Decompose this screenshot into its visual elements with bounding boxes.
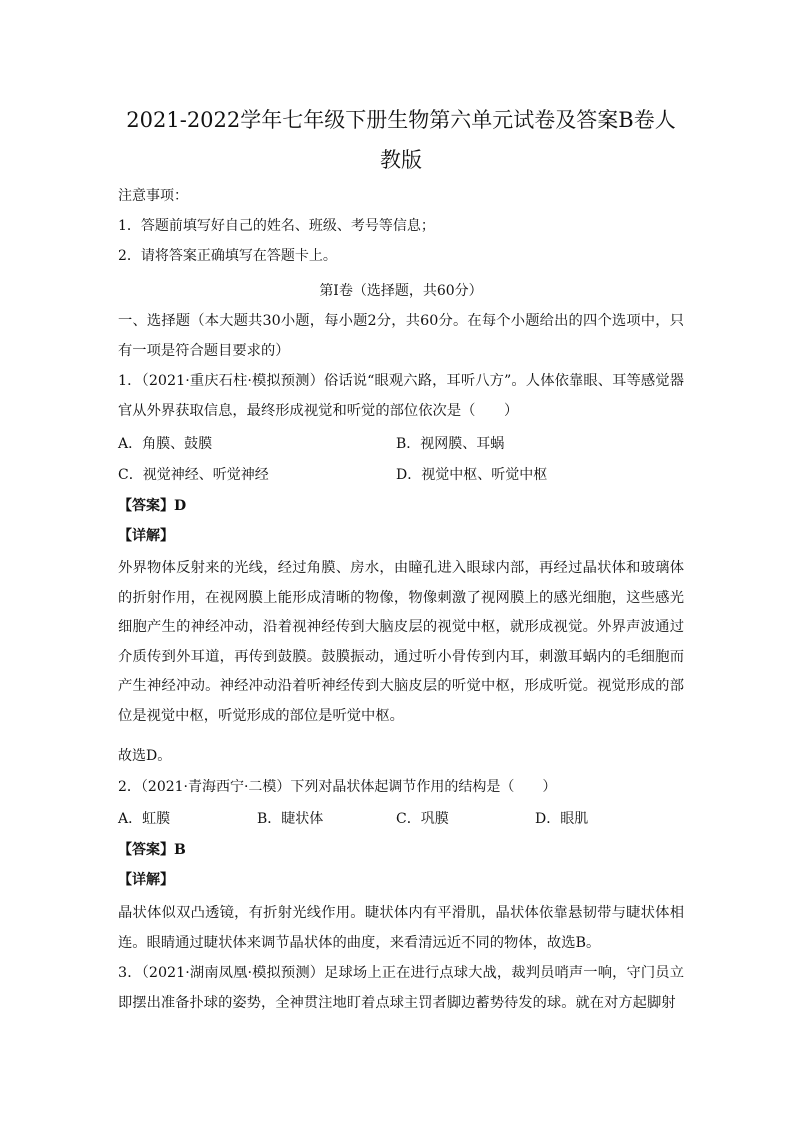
question-1-option-a: A．角膜、鼓膜 [118, 436, 213, 452]
section-heading: 第I卷（选择题，共60分） [319, 283, 483, 299]
question-2-option-b: B．睫状体 [257, 811, 324, 827]
question-2-answer: 【答案】B [118, 842, 186, 858]
question-2-option-c: C．巩膜 [396, 811, 449, 827]
question-2-detail: 晶状体似双凸透镜，有折射光线作用。睫状体内有平滑肌，晶状体依靠悬韧带与睫状体相连。眼睛通过睫状体来调节晶状体的曲度，来看清远近不同的物体，故选B。 [118, 905, 684, 951]
notes-item-1: 1．答题前填写好自己的姓名、班级、考号等信息； [118, 218, 435, 234]
question-1-answer: 【答案】D [118, 498, 187, 514]
question-1-option-b: B．视网膜、耳蜗 [396, 436, 505, 452]
question-1-option-d: D．视觉中枢、听觉中枢 [396, 467, 548, 483]
question-1-detail: 外界物体反射来的光线，经过角膜、房水，由瞳孔进入眼球内部，再经过晶状体和玻璃体的折射作用，在视网膜上能形成清晰的物像，物像刺激了视网膜上的感光细胞，这些感光细胞产生的神经冲动，沿着视神经传到大脑皮层的视觉中枢，就形成视觉。外界声波通过介质传到外耳道，再传到鼓膜。鼓膜振动，通过听小骨传到内耳，刺激耳蜗内的毛细胞而产生神经冲动。神经冲动沿着听神经传到大脑皮层的听觉中枢，形成听觉。视觉形成的部位是视觉中枢，听觉形成的部位是听觉中枢。 [118, 560, 684, 724]
question-1-stem: 1．（2021·重庆石柱·模拟预测）俗话说“眼观六路，耳听八方”。人体依靠眼、耳等感觉器官从外界获取信息，最终形成视觉和听觉的部位依次是（ ） [118, 373, 684, 419]
question-1-option-c: C．视觉神经、听觉神经 [118, 467, 269, 483]
notes-heading: 注意事项： [118, 188, 188, 204]
notes-item-2: 2．请将答案正确填写在答题卡上。 [118, 248, 337, 264]
question-3-stem: 3．（2021·湖南凤凰·模拟预测）足球场上正在进行点球大战，裁判员哨声一响，守门员立即摆出准备扑球的姿势，全神贯注地盯着点球主罚者脚边蓄势待发的球。就在对方起脚射 [118, 965, 684, 1011]
question-2-option-d: D．眼肌 [535, 811, 589, 827]
question-1-detail-label: 【详解】 [118, 528, 174, 544]
question-2-option-a: A．虹膜 [118, 811, 171, 827]
question-1-conclusion: 故选D。 [118, 748, 172, 764]
question-2-detail-label: 【详解】 [118, 872, 174, 888]
title-line-1: 2021-2022学年七年级下册生物第六单元试卷及答案B卷人 [126, 108, 676, 132]
title-line-2: 教版 [380, 148, 422, 172]
question-2-stem: 2．（2021·青海西宁·二模）下列对晶状体起调节作用的结构是（ ） [118, 779, 557, 795]
section-intro: 一、选择题（本大题共30小题，每小题2分，共60分。在每个小题给出的四个选项中，只有一项是符合题目要求的） [118, 313, 684, 359]
document-title [118, 100, 684, 180]
